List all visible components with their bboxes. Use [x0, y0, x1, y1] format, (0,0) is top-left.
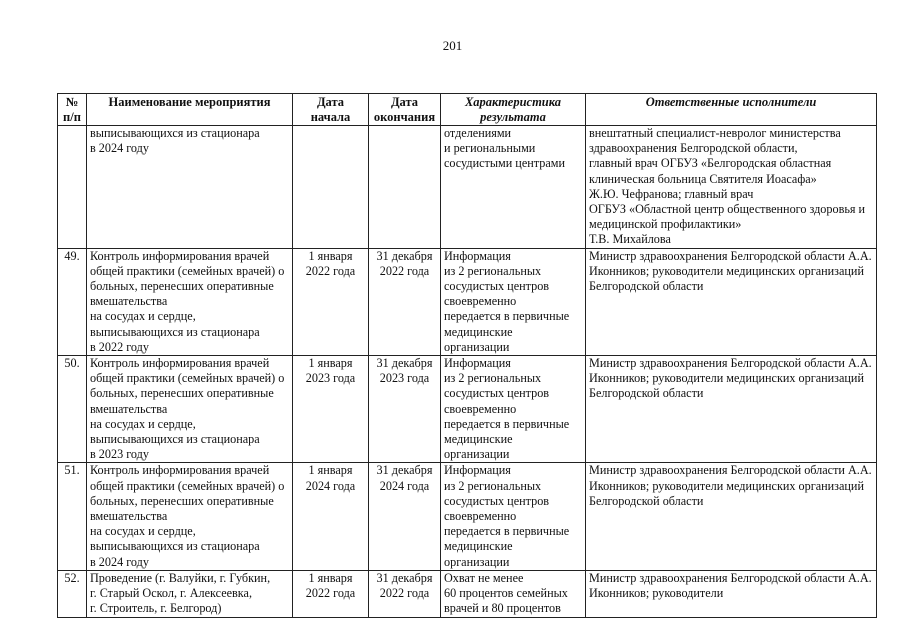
cell-num [58, 126, 87, 249]
cell-start-date [293, 126, 369, 249]
cell-executors: Министр здравоохранения Белгородской области А.А. Иконников; руководители медицинских организаций Белгородской области [586, 356, 877, 463]
table-header-row [58, 94, 877, 126]
cell-end-date: 31 декабря 2024 года [369, 463, 441, 570]
cell-result: Информация из 2 региональных сосудистых центров своевременно передается в первичные медицинские организации [441, 356, 586, 463]
header-executors: Ответственные исполнители [586, 94, 877, 126]
cell-end-date: 31 декабря 2022 года [369, 248, 441, 355]
cell-executors: Министр здравоохранения Белгородской области А.А. Иконников; руководители [586, 570, 877, 617]
cell-num: 51. [58, 463, 87, 570]
cell-start-date: 1 января 2024 года [293, 463, 369, 570]
cell-executors: внештатный специалист-невролог министерства здравоохранения Белгородской области, главный врач ОГБУЗ «Белгородская областная клиническая больница Святителя Иоасафа» Ж.Ю. Чефранова; главный врач ОГБУЗ «Областной центр общественного здоровья и медицинской профилактики» Т.В. Михайлова [586, 126, 877, 249]
table-row [58, 248, 877, 355]
cell-name: Контроль информирования врачей общей практики (семейных врачей) о больных, перенесших оперативные вмешательства на сосудах и сердце, выписывающихся из стационара в 2023 году [87, 356, 293, 463]
cell-executors: Министр здравоохранения Белгородской области А.А. Иконников; руководители медицинских организаций Белгородской области [586, 248, 877, 355]
table-row [58, 356, 877, 463]
header-start-date: Дата начала [293, 94, 369, 126]
cell-name: выписывающихся из стационара в 2024 году [87, 126, 293, 249]
header-num: № п/п [58, 94, 87, 126]
cell-num: 49. [58, 248, 87, 355]
cell-num: 52. [58, 570, 87, 617]
page-number: 201 [442, 38, 463, 53]
header-result: Характеристика результата [441, 94, 586, 126]
cell-result: отделениями и региональными сосудистыми центрами [441, 126, 586, 249]
events-table [57, 93, 877, 618]
cell-start-date: 1 января 2022 года [293, 570, 369, 617]
header-end-date: Дата окончания [369, 94, 441, 126]
header-name: Наименование мероприятия [87, 94, 293, 126]
table-row [58, 570, 877, 617]
cell-name: Контроль информирования врачей общей практики (семейных врачей) о больных, перенесших оперативные вмешательства на сосудах и сердце, выписывающихся из стационара в 2022 году [87, 248, 293, 355]
cell-result: Информация из 2 региональных сосудистых центров своевременно передается в первичные медицинские организации [441, 248, 586, 355]
cell-start-date: 1 января 2022 года [293, 248, 369, 355]
cell-executors: Министр здравоохранения Белгородской области А.А. Иконников; руководители медицинских организаций Белгородской области [586, 463, 877, 570]
cell-name: Контроль информирования врачей общей практики (семейных врачей) о больных, перенесших оперативные вмешательства на сосудах и сердце, выписывающихся из стационара в 2024 году [87, 463, 293, 570]
table-row [58, 126, 877, 249]
cell-end-date: 31 декабря 2023 года [369, 356, 441, 463]
cell-start-date: 1 января 2023 года [293, 356, 369, 463]
cell-end-date: 31 декабря 2022 года [369, 570, 441, 617]
cell-result: Информация из 2 региональных сосудистых центров своевременно передается в первичные медицинские организации [441, 463, 586, 570]
cell-end-date [369, 126, 441, 249]
cell-num: 50. [58, 356, 87, 463]
cell-name: Проведение (г. Валуйки, г. Губкин, г. Старый Оскол, г. Алексеевка, г. Строитель, г. Белгород) [87, 570, 293, 617]
cell-result: Охват не менее 60 процентов семейных врачей и 80 процентов [441, 570, 586, 617]
table-row [58, 463, 877, 570]
